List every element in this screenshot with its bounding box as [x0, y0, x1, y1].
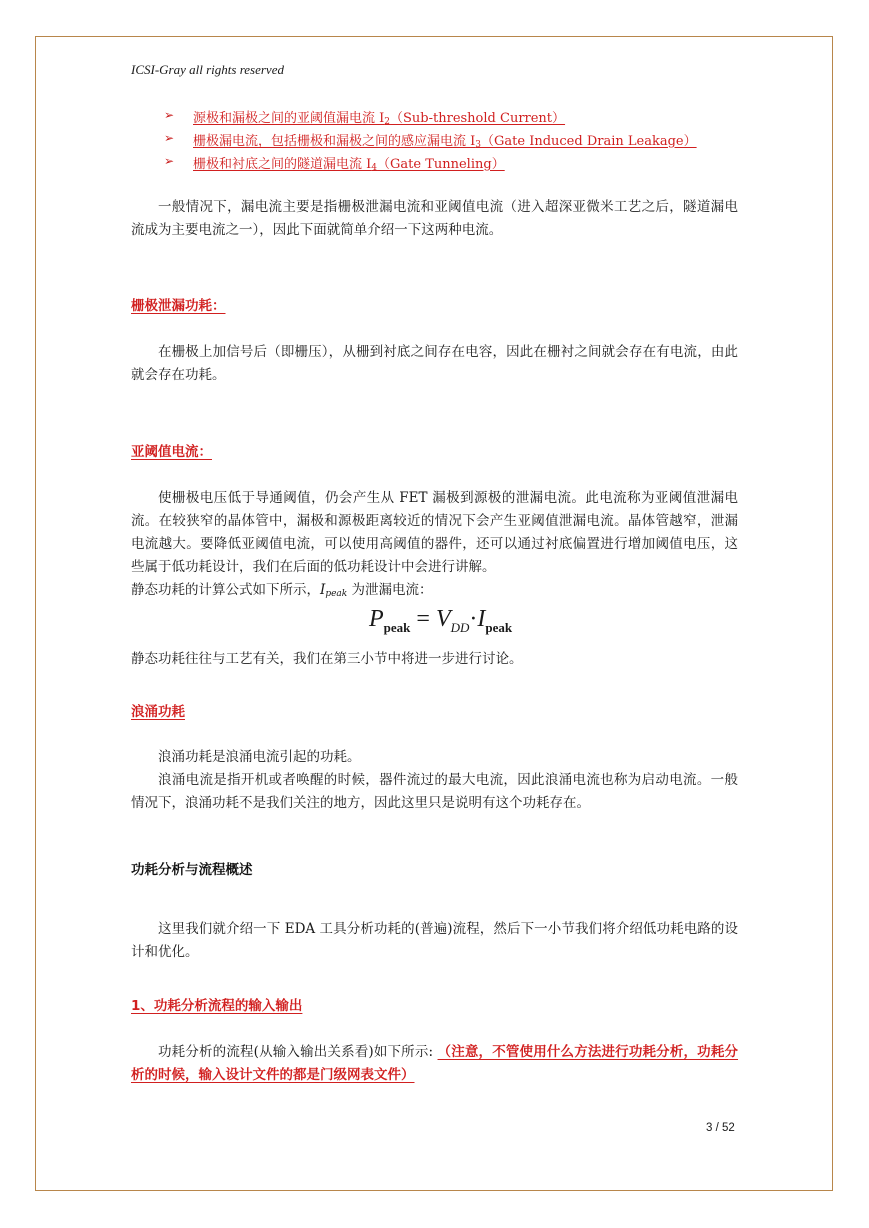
- formula-intro: 静态功耗的计算公式如下所示，Ipeak 为泄漏电流：: [131, 582, 433, 599]
- gate-leakage-paragraph: 在栅极上加信号后（即栅压），从栅到衬底之间存在电容，因此在栅衬之间就会存在有电流，由此就会存在功耗。: [131, 344, 738, 383]
- document-header: ICSI-Gray all rights reserved: [131, 62, 284, 77]
- analysis-paragraph: 这里我们就介绍一下 EDA 工具分析功耗的(普遍)流程，然后下一小节我们将介绍低功耗电路的设计和优化。: [131, 921, 738, 960]
- surge-paragraph: 浪涌电流是指开机或者唤醒的时候，器件流过的最大电流，因此浪涌电流也称为启动电流。一般情况下，浪涌功耗不是我们关注的地方，因此这里只是说明有这个功耗存在。: [131, 772, 738, 811]
- gate-leakage-heading: 栅极泄漏功耗：: [131, 298, 226, 314]
- bullet-item-gate-tunneling: 栅极和衬底之间的隧道漏电流 $I_4(Gate$ Tunneling）: [193, 157, 505, 173]
- subthreshold-paragraph: 使栅极电压低于导通阈值，仍会产生从 FET 漏极到源极的泄漏电流。此电流称为亚阈值泄漏电流。在较狭窄的晶体管中，漏极和源极距离较近的情况下会产生亚阈值泄漏电流。晶体管越窄，泄漏电流越大。要降低亚阈值电流，可以使用高阈值的器件，还可以通过衬底偏置进行增加阈值电压，这些属于低功耗设计，我们在后面的低功耗设计中会进行讲解。: [131, 490, 738, 575]
- io-section-paragraph: 功耗分析的流程(从输入输出关系看)如下所示: （注意，不管使用什么方法进行功耗分析，功耗分析的时候，输入设计文件的都是门级网表文件）: [131, 1044, 739, 1083]
- surge-line-1: 浪涌功耗是浪涌电流引起的功耗。: [158, 749, 361, 765]
- analysis-heading: 功耗分析与流程概述: [131, 862, 253, 878]
- static-power-note: 静态功耗往往与工艺有关，我们在第三小节中将进一步进行讨论。: [131, 651, 523, 667]
- bullet-item-gidl: 栅极漏电流，包括栅极和漏极之间的感应漏电流 $I_3(Gate$ Induced Drain Leakage）: [193, 134, 697, 150]
- subthreshold-heading: 亚阈值电流：: [131, 444, 212, 460]
- intro-paragraph: 一般情况下，漏电流主要是指栅极泄漏电流和亚阈值电流（进入超深亚微米工艺之后，隧道漏电流成为主要电流之一），因此下面就简单介绍一下这两种电流。: [131, 199, 738, 238]
- page-number: 3 / 52: [706, 1122, 735, 1134]
- io-section-heading: 1、功耗分析流程的输入输出: [131, 998, 303, 1014]
- surge-heading: 浪涌功耗: [131, 704, 185, 720]
- bullet-marker: ➢: [164, 131, 175, 145]
- bullet-marker: ➢: [164, 108, 175, 122]
- bullet-marker: ➢: [164, 154, 175, 168]
- static-power-formula: $P_{peak} = V_{DD}\cdot I_{peak}$: [369, 606, 513, 635]
- bullet-item-subthreshold: 源极和漏极之间的亚阈值漏电流 $I_2(Sub$-threshold Current）: [193, 111, 566, 127]
